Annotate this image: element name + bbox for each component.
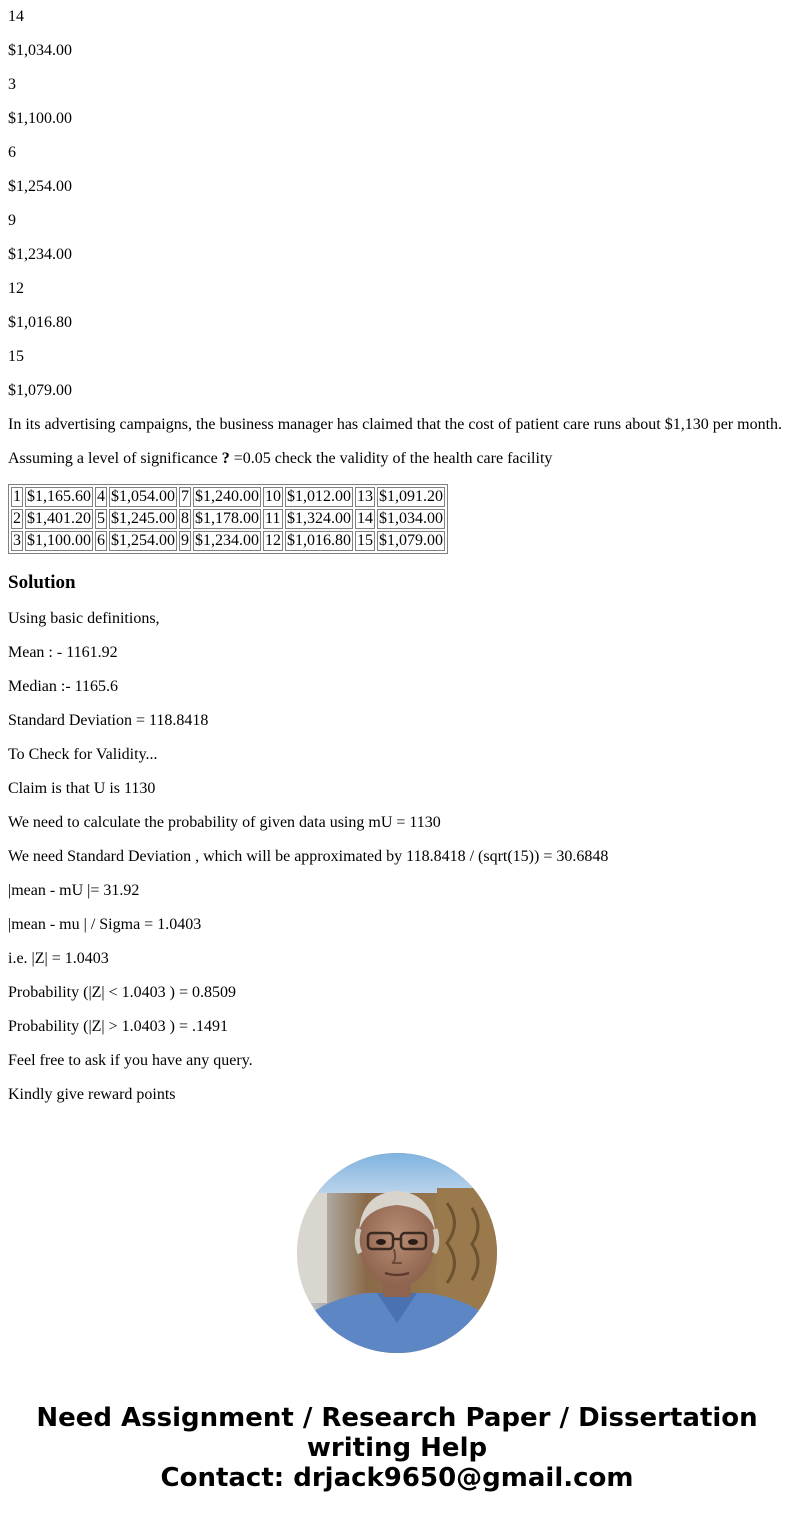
author-portrait-image [297, 1153, 497, 1353]
table-cell-index: 3 [13, 532, 21, 549]
solution-line: Probability (|Z| > 1.0403 ) = .1491 [8, 1018, 228, 1035]
solution-line: To Check for Validity... [8, 746, 158, 763]
table-cell-amount: $1,100.00 [27, 532, 91, 549]
intro-line: $1,100.00 [8, 110, 72, 127]
solution-line: Median :- 1165.6 [8, 678, 119, 695]
table-cell-index: 7 [181, 488, 189, 505]
table-row [11, 487, 445, 507]
table-cell-index: 4 [97, 488, 105, 505]
significance-after: =0.05 check the validity of the health care facility [229, 450, 553, 467]
table-row [11, 509, 445, 529]
table-cell-amount: $1,016.80 [287, 532, 351, 549]
intro-line: 14 [8, 8, 24, 25]
promo-line: writing Help [306, 1433, 488, 1463]
solution-line: i.e. |Z| = 1.0403 [8, 950, 109, 967]
table-cell-index: 11 [263, 509, 283, 529]
intro-line: $1,079.00 [8, 382, 72, 399]
intro-line: 15 [8, 348, 24, 365]
table-cell-index: 15 [357, 532, 373, 549]
table-cell-amount: $1,234.00 [195, 532, 259, 549]
table-row [11, 531, 445, 551]
solution-line: Mean : - 1161.92 [8, 644, 118, 661]
table-cell-index: 6 [97, 532, 105, 549]
promo-contact: Contact: drjack9650@gmail.com [160, 1463, 634, 1493]
intro-line: 6 [8, 144, 16, 161]
table-cell-amount: $1,079.00 [379, 532, 443, 549]
claim-text: In its advertising campaigns, the business manager has claimed that the cost of patient care runs about $1,130 per month. [8, 416, 783, 433]
table-cell-amount: $1,254.00 [111, 532, 175, 549]
solution-line: Kindly give reward points [8, 1086, 176, 1103]
significance-before: Assuming a level of significance [8, 450, 222, 467]
table-cell-amount: $1,401.20 [27, 510, 91, 527]
table-cell-amount: $1,091.20 [379, 488, 443, 505]
solution-body [8, 610, 786, 1104]
intro-line: 3 [8, 76, 16, 93]
intro-line: 9 [8, 212, 16, 229]
table-cell-index: 1 [13, 488, 21, 505]
significance-text [8, 450, 786, 468]
intro-line: 12 [8, 280, 24, 297]
table-cell-index: 13 [357, 488, 373, 505]
solution-line: Feel free to ask if you have any query. [8, 1052, 253, 1069]
author-avatar [297, 1153, 497, 1353]
document-body [8, 0, 786, 1104]
table-cell-index: 12 [265, 532, 281, 549]
solution-line: |mean - mu | / Sigma = 1.0403 [8, 916, 202, 933]
table-cell-index: 14 [357, 510, 373, 527]
alpha-symbol: ? [221, 450, 230, 467]
intro-values [8, 8, 786, 468]
table-cell-index: 5 [97, 510, 105, 527]
solution-line: Probability (|Z| < 1.0403 ) = 0.8509 [8, 984, 236, 1001]
intro-line: $1,034.00 [8, 42, 72, 59]
intro-line: $1,234.00 [8, 246, 72, 263]
table-cell-amount: $1,054.00 [111, 488, 175, 505]
table-cell-amount: $1,034.00 [379, 510, 443, 527]
table-cell-amount: $1,324.00 [287, 510, 351, 527]
table-cell-amount: $1,165.60 [27, 488, 91, 505]
table-cell-amount: $1,245.00 [111, 510, 175, 527]
table-cell-index: 2 [13, 510, 21, 527]
table-cell-amount: $1,012.00 [287, 488, 351, 505]
solution-line: |mean - mU |= 31.92 [8, 882, 140, 899]
cost-table [8, 484, 448, 554]
cost-table-body [11, 487, 445, 551]
table-cell-amount: $1,178.00 [195, 510, 259, 527]
solution-line: Using basic definitions, [8, 610, 160, 627]
solution-line: Claim is that U is 1130 [8, 780, 156, 797]
intro-line: $1,016.80 [8, 314, 72, 331]
solution-line: We need Standard Deviation , which will be approximated by 118.8418 / (sqrt(15)) = 30.6848 [8, 848, 609, 865]
solution-line: Standard Deviation = 118.8418 [8, 712, 209, 729]
promo-line: Need Assignment / Research Paper / Dissertation [36, 1403, 758, 1433]
table-cell-amount: $1,240.00 [195, 488, 259, 505]
table-cell-index: 10 [265, 488, 281, 505]
intro-line: $1,254.00 [8, 178, 72, 195]
solution-line: We need to calculate the probability of given data using mU = 1130 [8, 814, 441, 831]
table-cell-index: 9 [181, 532, 189, 549]
solution-heading: Solution [8, 572, 76, 593]
table-cell-index: 8 [181, 510, 189, 527]
promo-banner [0, 1403, 794, 1493]
